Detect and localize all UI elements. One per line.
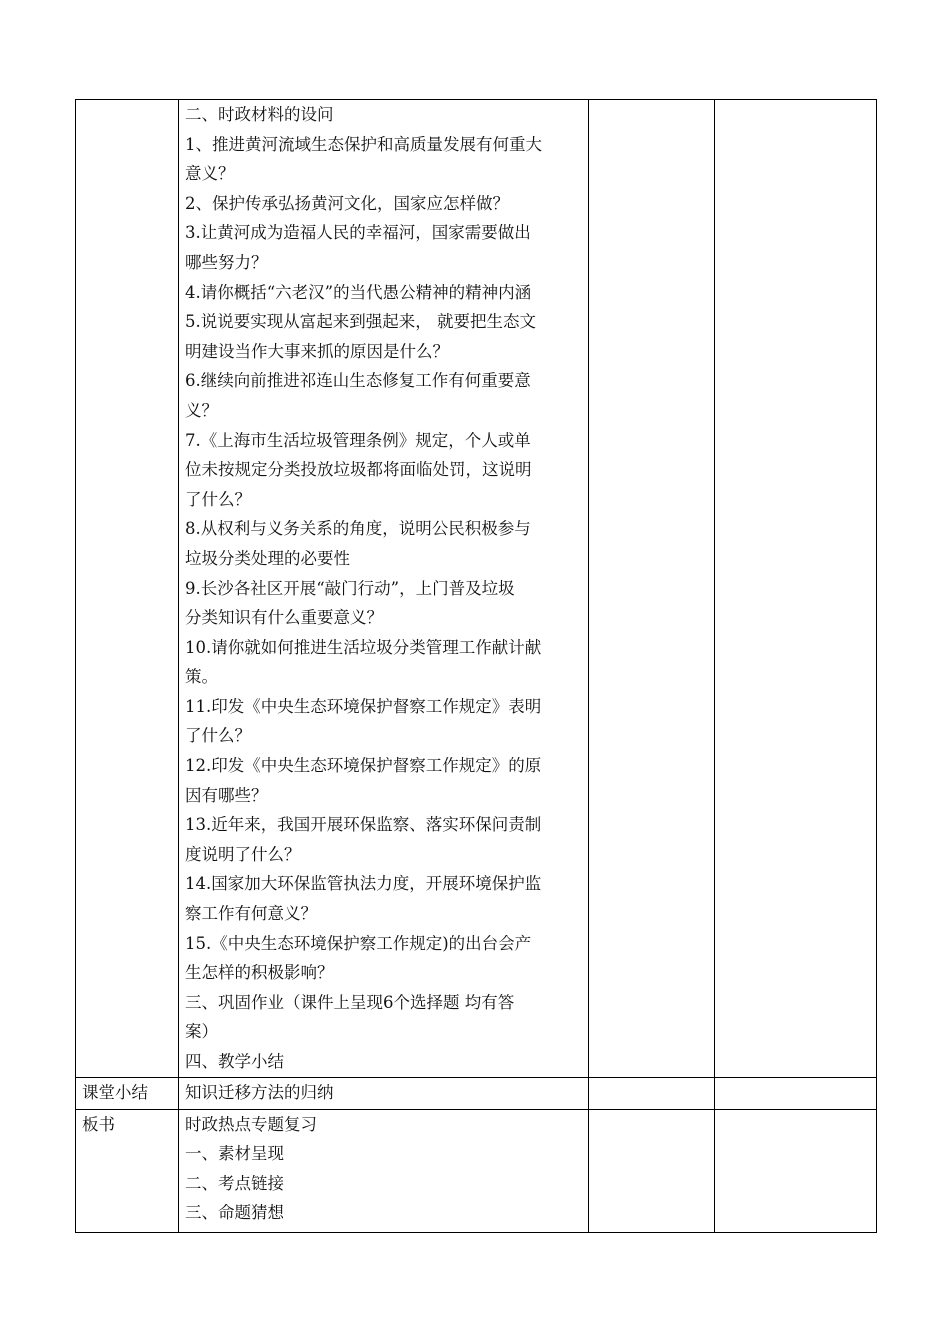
question-line: 察工作有何意义？ [185, 904, 317, 924]
summary-label: 课堂小结 [76, 1077, 179, 1109]
question-line: 3.让黄河成为造福人民的幸福河，国家需要做出 [185, 223, 531, 243]
question-line: 11.印发《中央生态环境保护督察工作规定》表明 [185, 696, 542, 716]
lesson-plan-table [75, 99, 877, 1233]
board-line: 一、素材呈现 [185, 1144, 284, 1164]
question-line: 案） [185, 1022, 218, 1042]
summary-content: 知识迁移方法的归纳 [179, 1077, 589, 1109]
question-line: 12.印发《中央生态环境保护督察工作规定》的原 [185, 756, 542, 776]
question-line: 策。 [185, 667, 218, 687]
empty-cell [589, 1077, 715, 1109]
empty-cell [589, 100, 715, 1078]
question-line: 四、教学小结 [185, 1052, 284, 1071]
question-line: 垃圾分类处理的必要性 [185, 548, 350, 568]
question-line: 5.说说要实现从富起来到强起来， 就要把生态文 [185, 312, 536, 332]
empty-label-cell [76, 100, 179, 1078]
board-content [179, 1109, 589, 1232]
summary-row [76, 1077, 877, 1109]
question-line: 8.从权利与义务关系的角度，说明公民积极参与 [185, 519, 531, 539]
questions-row [76, 100, 877, 1078]
question-line: 4.请你概括“六老汉”的当代愚公精神的精神内涵 [185, 282, 532, 302]
question-line: 度说明了什么？ [185, 844, 301, 864]
board-label: 板书 [76, 1109, 179, 1232]
empty-cell [715, 100, 877, 1078]
question-line: 三、巩固作业（课件上呈现6个选择题 均有答 [185, 992, 515, 1012]
question-line: 6.继续向前推进祁连山生态修复工作有何重要意 [185, 371, 531, 391]
questions-cell [179, 100, 589, 1078]
question-line: 意义？ [185, 164, 235, 184]
board-line: 二、考点链接 [185, 1173, 284, 1193]
question-line: 义？ [185, 400, 218, 420]
question-line: 9.长沙各社区开展“敲门行动”，上门普及垃圾 [185, 578, 515, 598]
question-line: 明建设当作大事来抓的原因是什么？ [185, 341, 449, 361]
empty-cell [715, 1077, 877, 1109]
board-line: 时政热点专题复习 [185, 1114, 317, 1134]
question-line: 二、时政材料的设问 [185, 105, 334, 124]
empty-cell [715, 1109, 877, 1232]
board-line: 三、命题猜想 [185, 1203, 284, 1223]
question-line: 因有哪些？ [185, 785, 268, 805]
question-line: 15.《中央生态环境保护察工作规定)的出台会产 [185, 933, 532, 953]
question-line: 2、保护传承弘扬黄河文化，国家应怎样做？ [185, 193, 509, 213]
question-line: 位未按规定分类投放垃圾都将面临处罚，这说明 [185, 460, 532, 480]
question-line: 7.《上海市生活垃圾管理条例》规定，个人或单 [185, 430, 531, 450]
question-line: 13.近年来，我国开展环保监察、落实环保问责制 [185, 815, 542, 835]
question-line: 10.请你就如何推进生活垃圾分类管理工作献计献 [185, 637, 542, 657]
question-line: 14.国家加大环保监管执法力度，开展环境保护监 [185, 874, 542, 894]
question-line: 生怎样的积极影响？ [185, 963, 334, 983]
empty-cell [589, 1109, 715, 1232]
question-line: 了什么？ [185, 726, 251, 746]
question-line: 哪些努力？ [185, 252, 268, 272]
board-row [76, 1109, 877, 1232]
question-line: 分类知识有什么重要意义？ [185, 608, 383, 628]
question-line: 了什么？ [185, 489, 251, 509]
question-line: 1、推进黄河流域生态保护和高质量发展有何重大 [185, 134, 542, 154]
